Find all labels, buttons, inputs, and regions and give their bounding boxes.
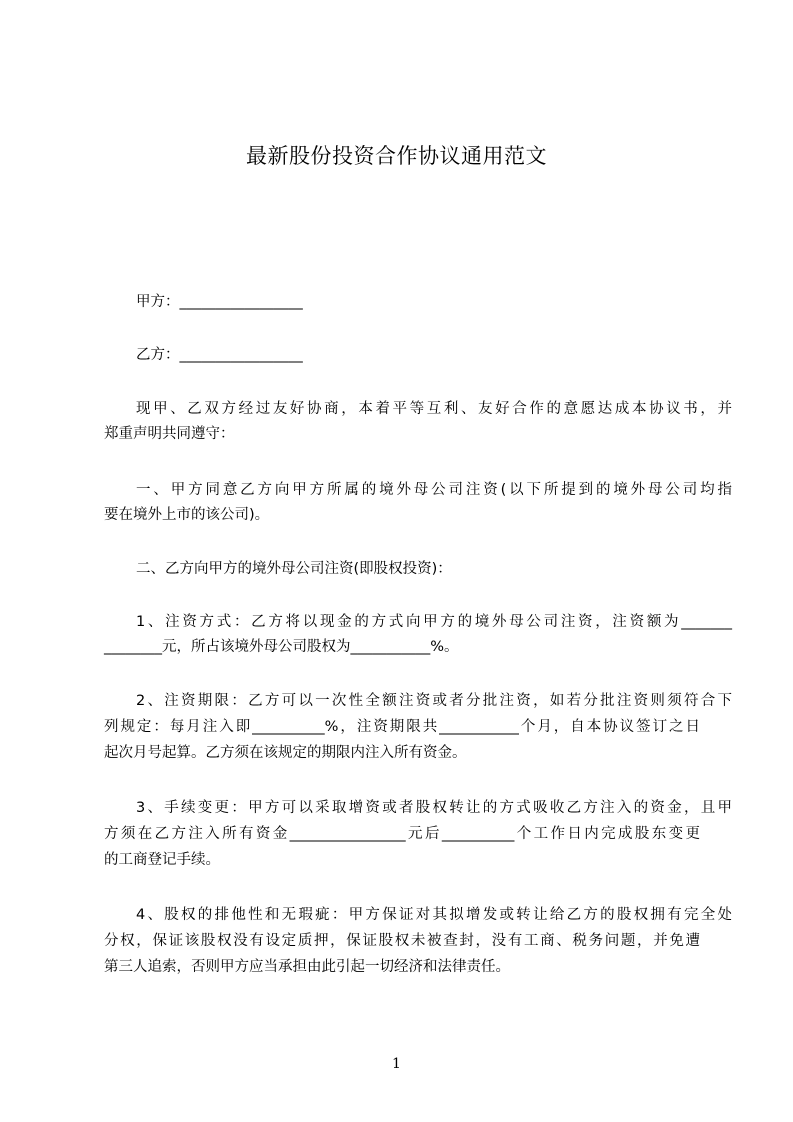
item3-line-3: 的工商登记手续。 [104, 852, 220, 868]
document-title: 最新股份投资合作协议通用范文 [246, 144, 547, 168]
item2-line-3: 起次月号起算。乙方须在该规定的期限内注入所有资金。 [104, 745, 467, 761]
item2-line-1: 2、注资期限：乙方可以一次性全额注资或者分批注资，如若分批注资则须符合下 [136, 693, 732, 709]
clause2-heading: 二、乙方向甲方的境外母公司注资(即股权投资)： [136, 561, 452, 577]
item4-line-2: 分权，保证该股权没有设定质押，保证股权未被查封，没有工商、税务问题，并免遭 [104, 933, 700, 949]
clause1-line-1: 一、甲方同意乙方向甲方所属的境外母公司注资(以下所提到的境外母公司均指 [136, 482, 732, 498]
intro-line-1: 现甲、乙双方经过友好协商，本着平等互利、友好合作的意愿达成本协议书，并 [136, 401, 732, 417]
party-b-line: 乙方：_________________ [136, 347, 303, 363]
item4-line-3: 第三人追索，否则甲方应当承担由此引起一切经济和法律责任。 [104, 959, 510, 975]
item1-line-2: ________元，所占该境外母公司股权为___________%。 [104, 639, 459, 655]
page-number: 1 [392, 1056, 401, 1072]
item3-line-1: 3、手续变更：甲方可以采取增资或者股权转让的方式吸收乙方注入的资金，且甲 [136, 800, 732, 816]
party-a-line: 甲方：_________________ [136, 294, 303, 310]
item3-line-2: 方须在乙方注入所有资金________________元后__________个工作日内完成股东变更 [104, 826, 700, 842]
clause1-line-2: 要在境外上市的该公司)。 [104, 507, 270, 523]
intro-line-2: 郑重声明共同遵守： [104, 426, 235, 442]
item2-line-2: 列规定：每月注入即__________%，注资期限共___________个月，自本协议签订之日 [104, 719, 700, 735]
item4-line-1: 4、股权的排他性和无瑕疵：甲方保证对其拟增发或转让给乙方的股权拥有完全处 [136, 907, 732, 923]
item1-line-1: 1、注资方式：乙方将以现金的方式向甲方的境外母公司注资，注资额为_______ [136, 614, 732, 630]
